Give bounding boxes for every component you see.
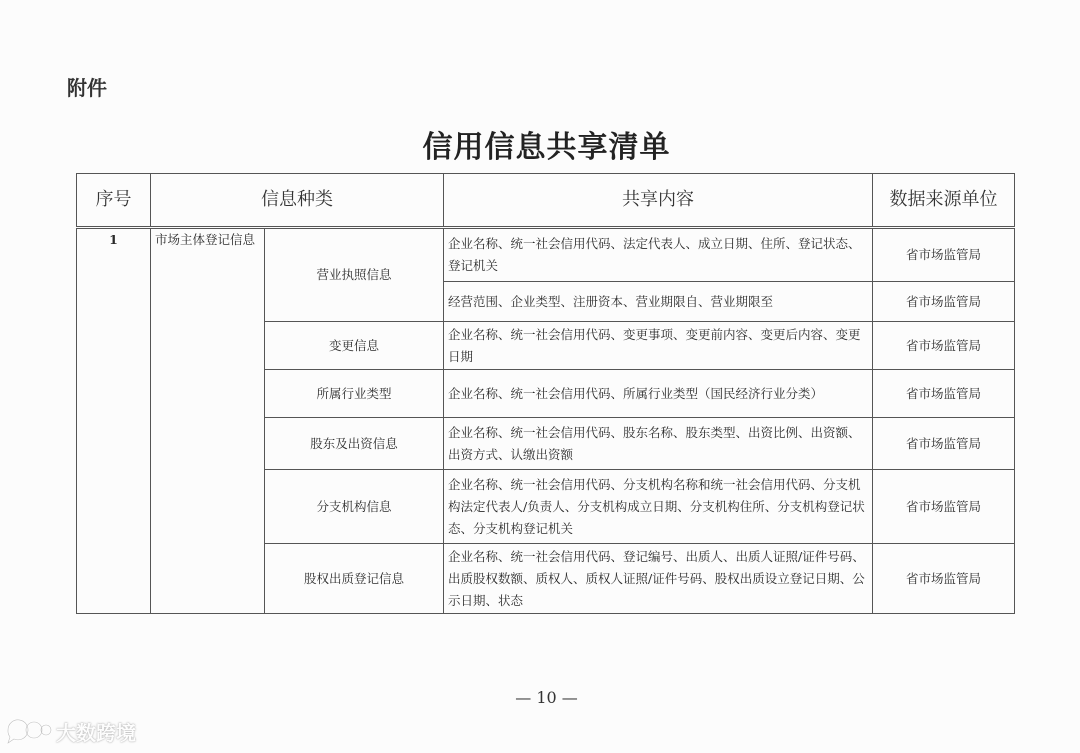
table-row <box>77 228 1015 282</box>
source-cell: 省市场监管局 <box>873 370 1015 418</box>
source-cell: 省市场监管局 <box>873 470 1015 544</box>
document-title: 信用信息共享清单 <box>422 130 671 165</box>
page-number: — 10 — <box>515 688 578 707</box>
header-source: 数据来源单位 <box>873 174 1015 228</box>
content-cell: 企业名称、统一社会信用代码、分支机构名称和统一社会信用代码、分支机构法定代表人/负责人、分支机构成立日期、分支机构住所、分支机构登记状态、分支机构登记机关 <box>444 470 873 544</box>
source-cell: 省市场监管局 <box>873 282 1015 322</box>
subcategory-shareholder-info: 股东及出资信息 <box>265 418 444 470</box>
watermark <box>4 716 136 746</box>
subcategory-industry-type: 所属行业类型 <box>265 370 444 418</box>
content-cell: 企业名称、统一社会信用代码、法定代表人、成立日期、住所、登记状态、登记机关 <box>444 228 873 282</box>
content-cell: 经营范围、企业类型、注册资本、营业期限自、营业期限至 <box>444 282 873 322</box>
watermark-text: 大数跨境 <box>56 720 136 745</box>
header-category: 信息种类 <box>151 174 444 228</box>
source-cell: 省市场监管局 <box>873 228 1015 282</box>
seq-cell: 1 <box>77 228 151 614</box>
header-seq: 序号 <box>77 174 151 228</box>
content-cell: 企业名称、统一社会信用代码、股东名称、股东类型、出资比例、出资额、出资方式、认缴出资额 <box>444 418 873 470</box>
subcategory-business-license: 营业执照信息 <box>265 228 444 322</box>
subcategory-equity-pledge: 股权出质登记信息 <box>265 544 444 614</box>
category-cell: 市场主体登记信息 <box>151 228 265 614</box>
content-cell: 企业名称、统一社会信用代码、变更事项、变更前内容、变更后内容、变更日期 <box>444 322 873 370</box>
table-header-row <box>77 174 1015 228</box>
header-content: 共享内容 <box>444 174 873 228</box>
attachment-label: 附件 <box>67 76 107 100</box>
chat-bubble-logo-icon <box>4 716 52 746</box>
source-cell: 省市场监管局 <box>873 418 1015 470</box>
credit-info-table <box>76 173 1015 614</box>
source-cell: 省市场监管局 <box>873 544 1015 614</box>
subcategory-branch-info: 分支机构信息 <box>265 470 444 544</box>
source-cell: 省市场监管局 <box>873 322 1015 370</box>
content-cell: 企业名称、统一社会信用代码、所属行业类型（国民经济行业分类） <box>444 370 873 418</box>
subcategory-change-info: 变更信息 <box>265 322 444 370</box>
content-cell: 企业名称、统一社会信用代码、登记编号、出质人、出质人证照/证件号码、出质股权数额、质权人、质权人证照/证件号码、股权出质设立登记日期、公示日期、状态 <box>444 544 873 614</box>
